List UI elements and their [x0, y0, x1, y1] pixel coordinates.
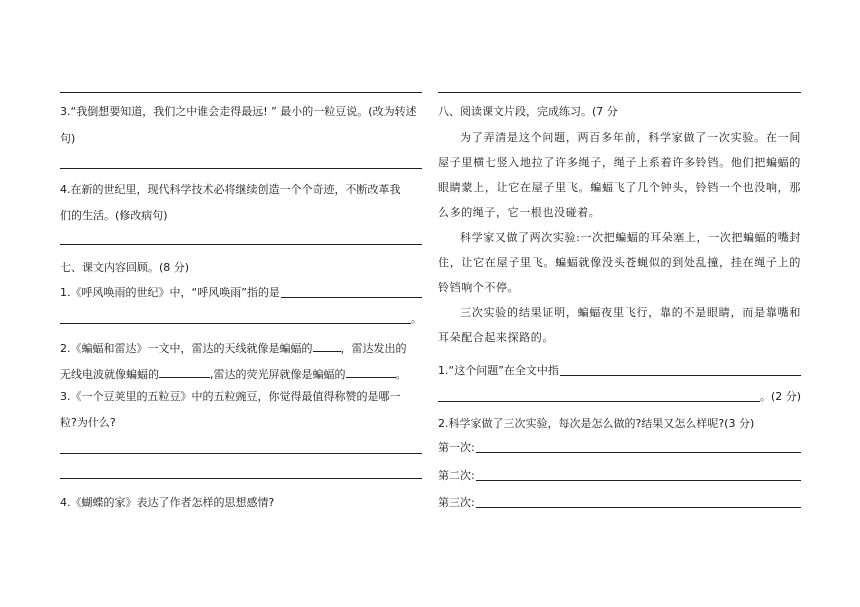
passage-paragraph: 三次实验的结果证明，蝙蝠夜里飞行，靠的不是眼睛，而是靠嘴和耳朵配合起来探路的。 [438, 306, 801, 344]
question-text: 粒?为什么? [60, 416, 116, 429]
answer-blank[interactable] [313, 340, 341, 352]
question-text-part: ，雷达发出的 [340, 342, 407, 355]
answer-line[interactable] [60, 478, 422, 479]
answer-blank[interactable] [60, 313, 411, 324]
answer-blank[interactable] [476, 470, 801, 481]
question-text [60, 340, 407, 354]
question-text: 3.《一个豆荚里的五粒豆》中的五粒豌豆，你觉得最值得称赞的是哪一 [60, 390, 401, 403]
question-text: 3.“我倒想要知道，我们之中谁会走得最远! ” 最小的一粒豆说。(改为转述 [60, 105, 417, 118]
answer-line [60, 168, 422, 169]
answer-blank[interactable] [476, 442, 801, 453]
answer-blank[interactable] [438, 391, 760, 402]
question-text [60, 366, 407, 380]
passage-paragraph: 科学家又做了两次实验:一次把蝙蝠的耳朵塞上，一次把蝙蝠的嘴封住，让它在屋子里飞。蝙蝠就像没头苍蝇似的到处乱撞，挂在绳子上的铃铛响个不停。 [438, 231, 801, 294]
fill-in-question [438, 365, 801, 376]
answer-line [60, 244, 422, 245]
question-text: 句) [60, 132, 76, 145]
section-title: 八、阅读课文片段，完成练习。(7 分 [438, 105, 618, 118]
answer-line [438, 92, 801, 93]
question-text: 2.科学家做了三次实验，每次是怎么做的?结果又怎么样呢?(3 分) [438, 417, 755, 430]
reading-passage [438, 125, 801, 350]
answer-line [60, 92, 422, 93]
answer-label: 第三次: [438, 496, 475, 509]
experiment-answer-2 [438, 470, 801, 481]
question-text: 们的生活。(修改病句) [60, 209, 168, 222]
fill-in-continuation [438, 391, 801, 402]
question-text-part: 无线电波就像蝙蝠的 [60, 368, 159, 381]
question-text: 1.《呼风唤雨的世纪》中，“呼风唤雨”指的是 [60, 286, 280, 299]
right-column [438, 0, 801, 607]
passage-paragraph: 为了弄清是这个问题，两百多年前，科学家做了一次实验。在一间屋子里横七竖入地拉了许多绳子，绳子上系着许多铃铛。他们把蝙蝠的眼睛蒙上，让它在屋子里飞。蝙蝠飞了几个钟头，铃铛一个也没响，那么多的绳子，它一根也没碰着。 [438, 131, 801, 219]
answer-blank[interactable] [560, 365, 801, 376]
question-text-part: 。 [395, 368, 407, 381]
punctuation: 。(2 分) [759, 390, 801, 403]
question-text-part: ,雷达的荧光屏就像是蝙蝠的 [210, 368, 346, 381]
question-text: 4.在新的世纪里，现代科学技术必将继续创造一个个奇迹，不断改革我 [60, 183, 401, 196]
section-title: 七、课文内容回顾。(8 分) [60, 261, 190, 274]
answer-blank[interactable] [346, 366, 396, 378]
punctuation: 。 [411, 312, 422, 325]
answer-blank[interactable] [476, 497, 801, 508]
answer-blank[interactable] [281, 287, 422, 298]
experiment-answer-3 [438, 497, 801, 508]
fill-in-question [60, 287, 422, 298]
left-column [60, 0, 422, 607]
question-text: 1.“这个问题”在全文中指 [438, 364, 559, 377]
question-text-part: 2.《蝙蝠和雷达》一文中，雷达的天线就像是蝙蝠的 [60, 342, 313, 355]
answer-line[interactable] [60, 453, 422, 454]
experiment-answer-1 [438, 442, 801, 453]
question-text: 4.《蝴蝶的家》表达了作者怎样的思想感情? [60, 496, 275, 509]
answer-label: 第一次: [438, 441, 475, 454]
answer-blank[interactable] [159, 366, 210, 378]
fill-in-continuation [60, 313, 422, 324]
answer-label: 第二次: [438, 469, 475, 482]
